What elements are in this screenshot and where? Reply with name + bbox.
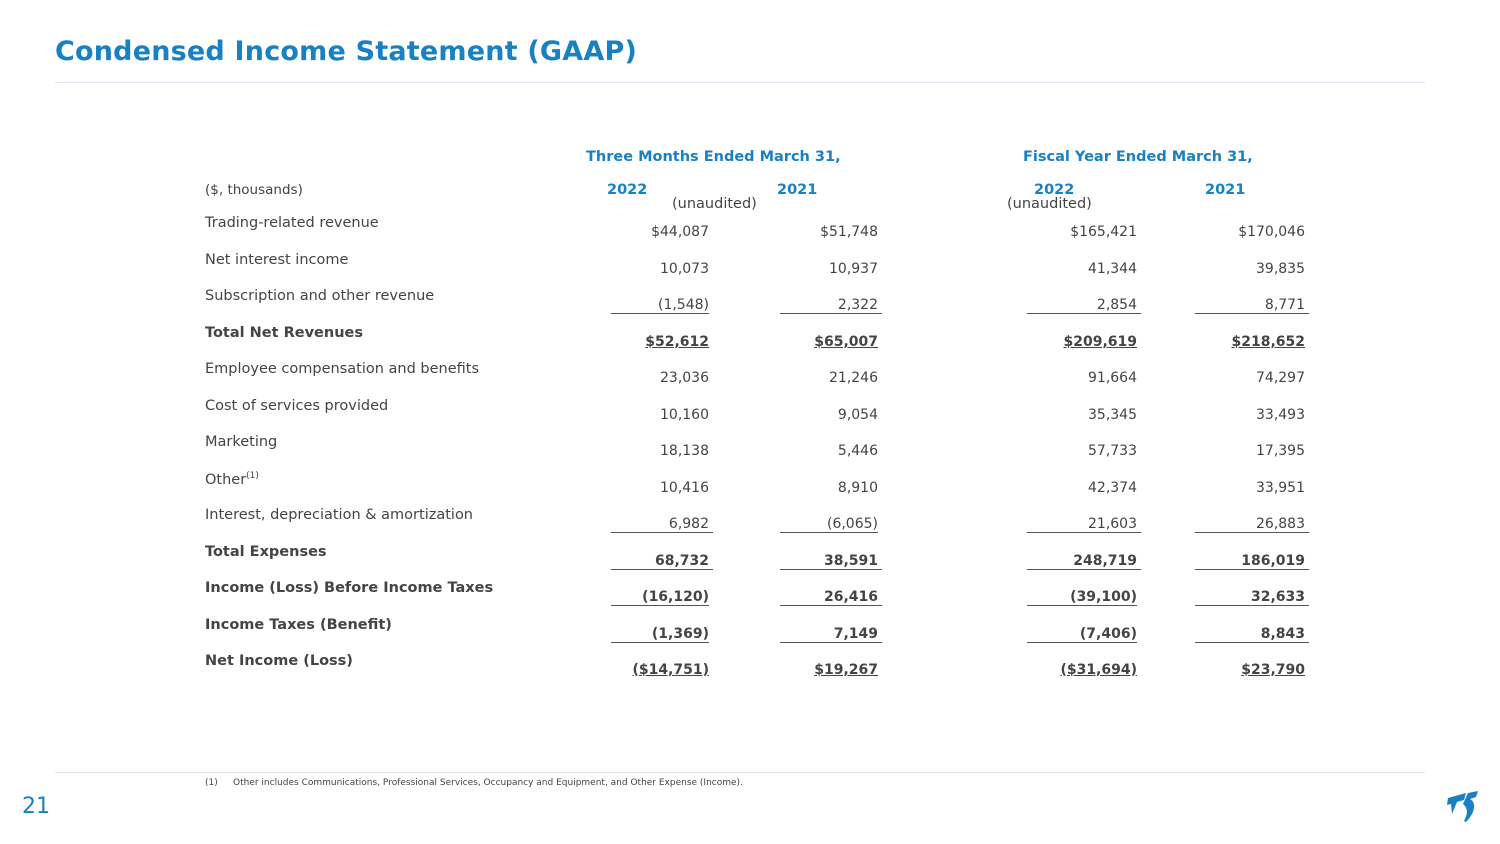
footnote-text: Other includes Communications, Professional Services, Occupancy and Equipment, and Other Expense (Income). <box>233 778 743 788</box>
cell-fy-2022 <box>1017 261 1141 277</box>
row-label <box>205 434 277 450</box>
cell-fy-2022 <box>1017 334 1141 350</box>
cell-value: 39,835 <box>1256 260 1305 277</box>
cell-value: $23,790 <box>1241 662 1305 678</box>
row-label-text: Marketing <box>205 434 278 450</box>
cell-value: $52,612 <box>645 333 709 350</box>
row-label-text: Income Taxes (Benefit) <box>205 616 392 633</box>
cell-value: 32,633 <box>1250 589 1305 605</box>
unaudited-q: (unaudited) <box>672 196 757 212</box>
header-three-months: Three Months Ended March 31, <box>586 149 841 165</box>
cell-fy-2021 <box>1195 626 1309 643</box>
cell-fy-2021 <box>1185 261 1309 277</box>
cell-value: ($14,751) <box>632 662 709 678</box>
title-divider <box>55 82 1425 83</box>
cell-value: ($31,694) <box>1060 662 1137 678</box>
cell-fy-2022 <box>1017 662 1137 678</box>
page-title: Condensed Income Statement (GAAP) <box>55 36 638 67</box>
cell-q-2021 <box>780 553 882 570</box>
row-label <box>205 361 479 377</box>
row-label-text: Interest, depreciation & amortization <box>205 507 474 523</box>
cell-q-2022 <box>589 334 713 350</box>
cell-value: 91,664 <box>1088 370 1137 386</box>
row-label <box>205 471 259 488</box>
cell-fy-2022 <box>1027 589 1137 606</box>
cell-value: 2,854 <box>1096 297 1137 313</box>
cell-value: 248,719 <box>1073 552 1137 569</box>
cell-q-2021 <box>780 589 882 606</box>
cell-fy-2021 <box>1185 407 1309 423</box>
row-label <box>205 544 327 560</box>
cell-value: $65,007 <box>814 333 878 350</box>
row-label-text: Total Expenses <box>205 543 327 560</box>
row-label <box>205 252 348 268</box>
company-logo <box>1446 790 1480 828</box>
cell-value: 21,603 <box>1088 516 1137 532</box>
row-label-text: Cost of services provided <box>205 397 389 414</box>
cell-value: 7,149 <box>833 625 878 642</box>
row-label <box>205 325 363 341</box>
footer-divider <box>55 772 1425 773</box>
cell-q-2021 <box>758 662 882 678</box>
cell-value: 10,937 <box>829 260 878 277</box>
cell-fy-2021 <box>1185 443 1309 459</box>
cell-value: 74,297 <box>1256 370 1305 386</box>
cell-value: 68,732 <box>654 552 709 569</box>
cell-value: 33,951 <box>1256 479 1305 496</box>
cell-q-2022 <box>589 407 713 423</box>
cell-value: 9,054 <box>837 406 878 423</box>
cell-value: 10,416 <box>660 479 709 496</box>
row-label <box>205 398 388 414</box>
row-label-text: Employee compensation and benefits <box>205 361 480 377</box>
cell-value: 8,843 <box>1260 625 1305 642</box>
cell-fy-2021 <box>1185 224 1309 240</box>
cell-value: (6,065) <box>826 516 878 532</box>
cell-value: (7,406) <box>1079 625 1137 642</box>
cell-q-2022 <box>589 662 709 678</box>
cell-value: 42,374 <box>1088 479 1137 496</box>
cell-value: 21,246 <box>829 370 878 386</box>
footnote-marker: (1) <box>205 778 218 788</box>
cell-value: 26,883 <box>1256 516 1305 532</box>
cell-value: 8,910 <box>837 479 878 496</box>
cell-value: $19,267 <box>814 662 878 678</box>
cell-fy-2022 <box>1027 626 1137 643</box>
cell-value: $218,652 <box>1231 333 1305 350</box>
year-fy-2021: 2021 <box>1205 182 1246 198</box>
cell-q-2022 <box>611 589 709 606</box>
row-label-text: Subscription and other revenue <box>205 288 435 304</box>
cell-value: 5,446 <box>837 443 878 459</box>
unaudited-fy: (unaudited) <box>1007 196 1092 212</box>
cell-q-2021 <box>758 261 882 277</box>
row-label <box>205 617 392 633</box>
cell-value: $51,748 <box>820 224 878 240</box>
cell-q-2022 <box>611 626 709 643</box>
cell-value: 33,493 <box>1256 406 1305 423</box>
cell-q-2022 <box>611 553 713 570</box>
cell-q-2022 <box>589 480 713 496</box>
cell-fy-2022 <box>1017 224 1141 240</box>
row-label-text: Net interest income <box>205 251 349 268</box>
cell-fy-2022 <box>1017 370 1141 386</box>
row-label <box>205 507 473 523</box>
cell-value: 17,395 <box>1256 443 1305 459</box>
cell-q-2021 <box>758 370 882 386</box>
cell-fy-2021 <box>1185 480 1309 496</box>
cell-q-2021 <box>758 407 882 423</box>
cell-q-2021 <box>780 516 878 533</box>
cell-value: 2,322 <box>837 297 878 313</box>
cell-value: 10,073 <box>660 260 709 277</box>
cell-q-2021 <box>758 334 882 350</box>
row-label <box>205 580 493 596</box>
cell-q-2021 <box>780 297 882 314</box>
cell-fy-2022 <box>1017 407 1141 423</box>
cell-value: (1,369) <box>651 625 709 642</box>
cell-value: 6,982 <box>668 516 709 532</box>
row-label-text: Trading-related revenue <box>205 215 379 231</box>
cell-value: $165,421 <box>1070 224 1137 240</box>
page-number: 21 <box>22 794 50 819</box>
cell-value: 10,160 <box>660 406 709 423</box>
cell-q-2021 <box>758 443 882 459</box>
row-label-text: Net Income (Loss) <box>205 653 353 669</box>
row-label-text: Other <box>205 471 247 488</box>
row-label-text: Income (Loss) Before Income Taxes <box>205 580 494 596</box>
cell-q-2022 <box>589 261 713 277</box>
cell-fy-2022 <box>1027 297 1141 314</box>
year-q-2022: 2022 <box>607 182 648 198</box>
cell-q-2021 <box>758 224 882 240</box>
row-label <box>205 653 353 669</box>
cell-q-2021 <box>780 626 882 643</box>
cell-value: 57,733 <box>1088 443 1137 459</box>
cell-value: 23,036 <box>660 370 709 386</box>
cell-fy-2022 <box>1017 480 1141 496</box>
units-label: ($, thousands) <box>205 182 303 198</box>
footnote-ref: (1) <box>246 470 259 481</box>
cell-value: 26,416 <box>823 589 878 605</box>
cell-value: (16,120) <box>642 589 709 605</box>
cell-fy-2021 <box>1195 553 1309 570</box>
cell-value: 38,591 <box>823 552 878 569</box>
row-label <box>205 215 379 231</box>
cell-fy-2021 <box>1195 589 1309 606</box>
cell-value: $209,619 <box>1063 333 1137 350</box>
cell-fy-2021 <box>1185 662 1309 678</box>
cell-value: $170,046 <box>1238 224 1305 240</box>
row-label-text: Total Net Revenues <box>205 324 364 341</box>
cell-value: (39,100) <box>1070 589 1137 605</box>
year-q-2021: 2021 <box>777 182 818 198</box>
cell-value: 8,771 <box>1264 297 1305 313</box>
cell-fy-2021 <box>1185 370 1309 386</box>
cell-q-2022 <box>589 443 713 459</box>
cell-value: (1,548) <box>657 297 709 313</box>
cell-q-2021 <box>758 480 882 496</box>
cell-fy-2021 <box>1185 334 1309 350</box>
cell-q-2022 <box>611 516 713 533</box>
cell-value: 35,345 <box>1088 406 1137 423</box>
cell-fy-2022 <box>1017 443 1141 459</box>
cell-fy-2021 <box>1195 516 1309 533</box>
cell-value: 186,019 <box>1241 552 1305 569</box>
cell-q-2022 <box>589 224 713 240</box>
year-fy-2022: 2022 <box>1034 182 1075 198</box>
header-fiscal-year: Fiscal Year Ended March 31, <box>1023 149 1253 165</box>
cell-value: $44,087 <box>651 224 709 240</box>
cell-fy-2022 <box>1027 516 1141 533</box>
cell-q-2022 <box>611 297 709 314</box>
cell-fy-2022 <box>1027 553 1141 570</box>
cell-fy-2021 <box>1195 297 1309 314</box>
cell-value: 41,344 <box>1088 260 1137 277</box>
row-label <box>205 288 434 304</box>
cell-q-2022 <box>589 370 713 386</box>
cell-value: 18,138 <box>660 443 709 459</box>
